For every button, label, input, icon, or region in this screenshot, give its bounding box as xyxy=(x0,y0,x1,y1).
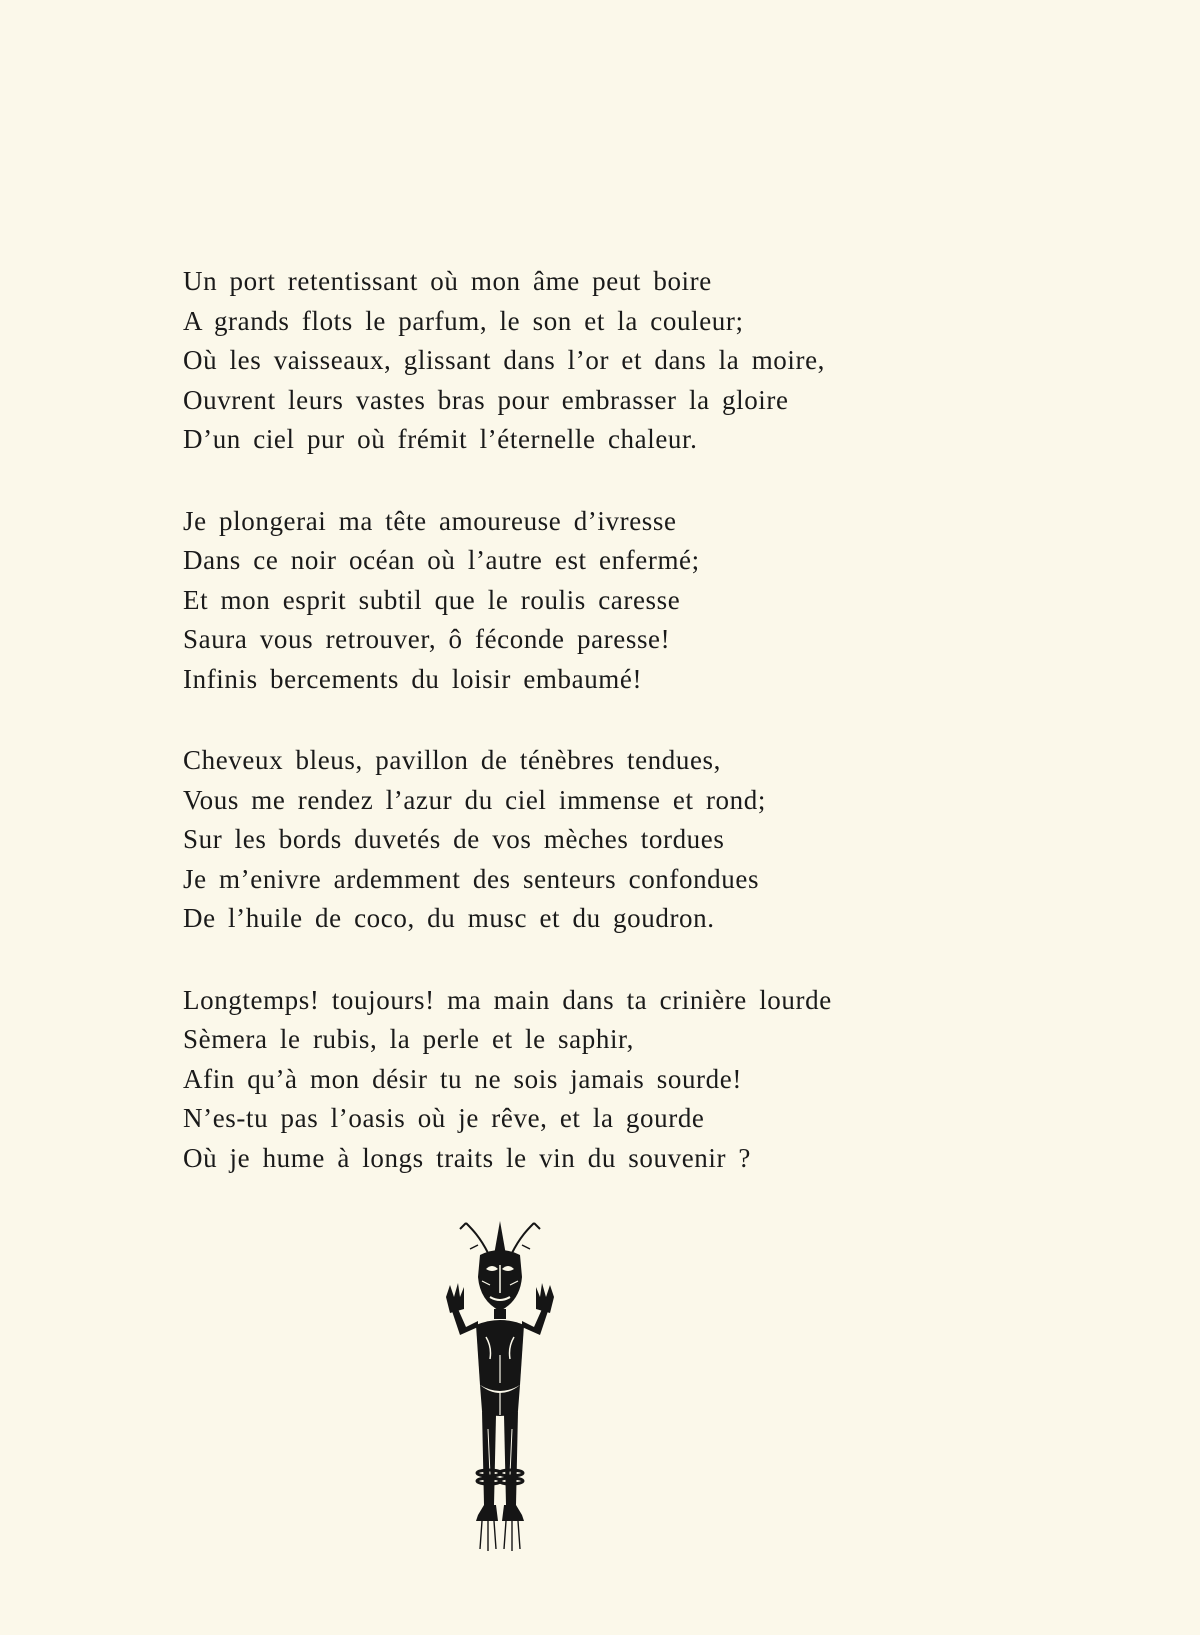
stanza-4 xyxy=(183,981,1143,1179)
verse-line: Où je hume à longs traits le vin du souvenir ? xyxy=(183,1142,752,1173)
verse-line: De l’huile de coco, du musc et du goudron. xyxy=(183,903,715,933)
verse-line: Longtemps! toujours! ma main dans ta crinière lourde xyxy=(183,984,832,1015)
verse-line: Je m’enivre ardemment des senteurs confondues xyxy=(183,863,760,894)
verse-line: Afin qu’à mon désir tu ne sois jamais sourde! xyxy=(183,1063,742,1094)
stanza-1 xyxy=(183,262,1143,460)
verse-line: A grands flots le parfum, le son et la couleur; xyxy=(183,305,744,336)
verse-line: Dans ce noir océan où l’autre est enfermé; xyxy=(183,545,700,575)
verse-line: N’es-tu pas l’oasis où je rêve, et la gourde xyxy=(183,1103,705,1133)
verse-line: Je plongerai ma tête amoureuse d’ivresse xyxy=(183,505,677,536)
verse-line: D’un ciel pur où frémit l’éternelle chaleur. xyxy=(183,424,698,454)
verse-line: Infinis bercements du loisir embaumé! xyxy=(183,663,643,694)
stanza-3 xyxy=(183,741,1143,939)
verse-line: Ouvrent leurs vastes bras pour embrasser la gloire xyxy=(183,384,789,415)
stanza-2 xyxy=(183,502,1143,700)
african-figurine-icon xyxy=(420,1215,580,1555)
verse-line: Et mon esprit subtil que le roulis caresse xyxy=(183,584,681,615)
verse-line: Saura vous retrouver, ô féconde paresse! xyxy=(183,624,671,654)
poem xyxy=(183,262,1143,1220)
verse-line: Sèmera le rubis, la perle et le saphir, xyxy=(183,1024,634,1054)
verse-line: Où les vaisseaux, glissant dans l’or et dans la moire, xyxy=(183,345,826,375)
verse-line: Sur les bords duvetés de vos mèches tordues xyxy=(183,824,725,854)
verse-line: Un port retentissant où mon âme peut boire xyxy=(183,266,712,296)
verse-line: Cheveux bleus, pavillon de ténèbres tendues, xyxy=(183,745,722,775)
verse-line: Vous me rendez l’azur du ciel immense et rond; xyxy=(183,784,766,815)
